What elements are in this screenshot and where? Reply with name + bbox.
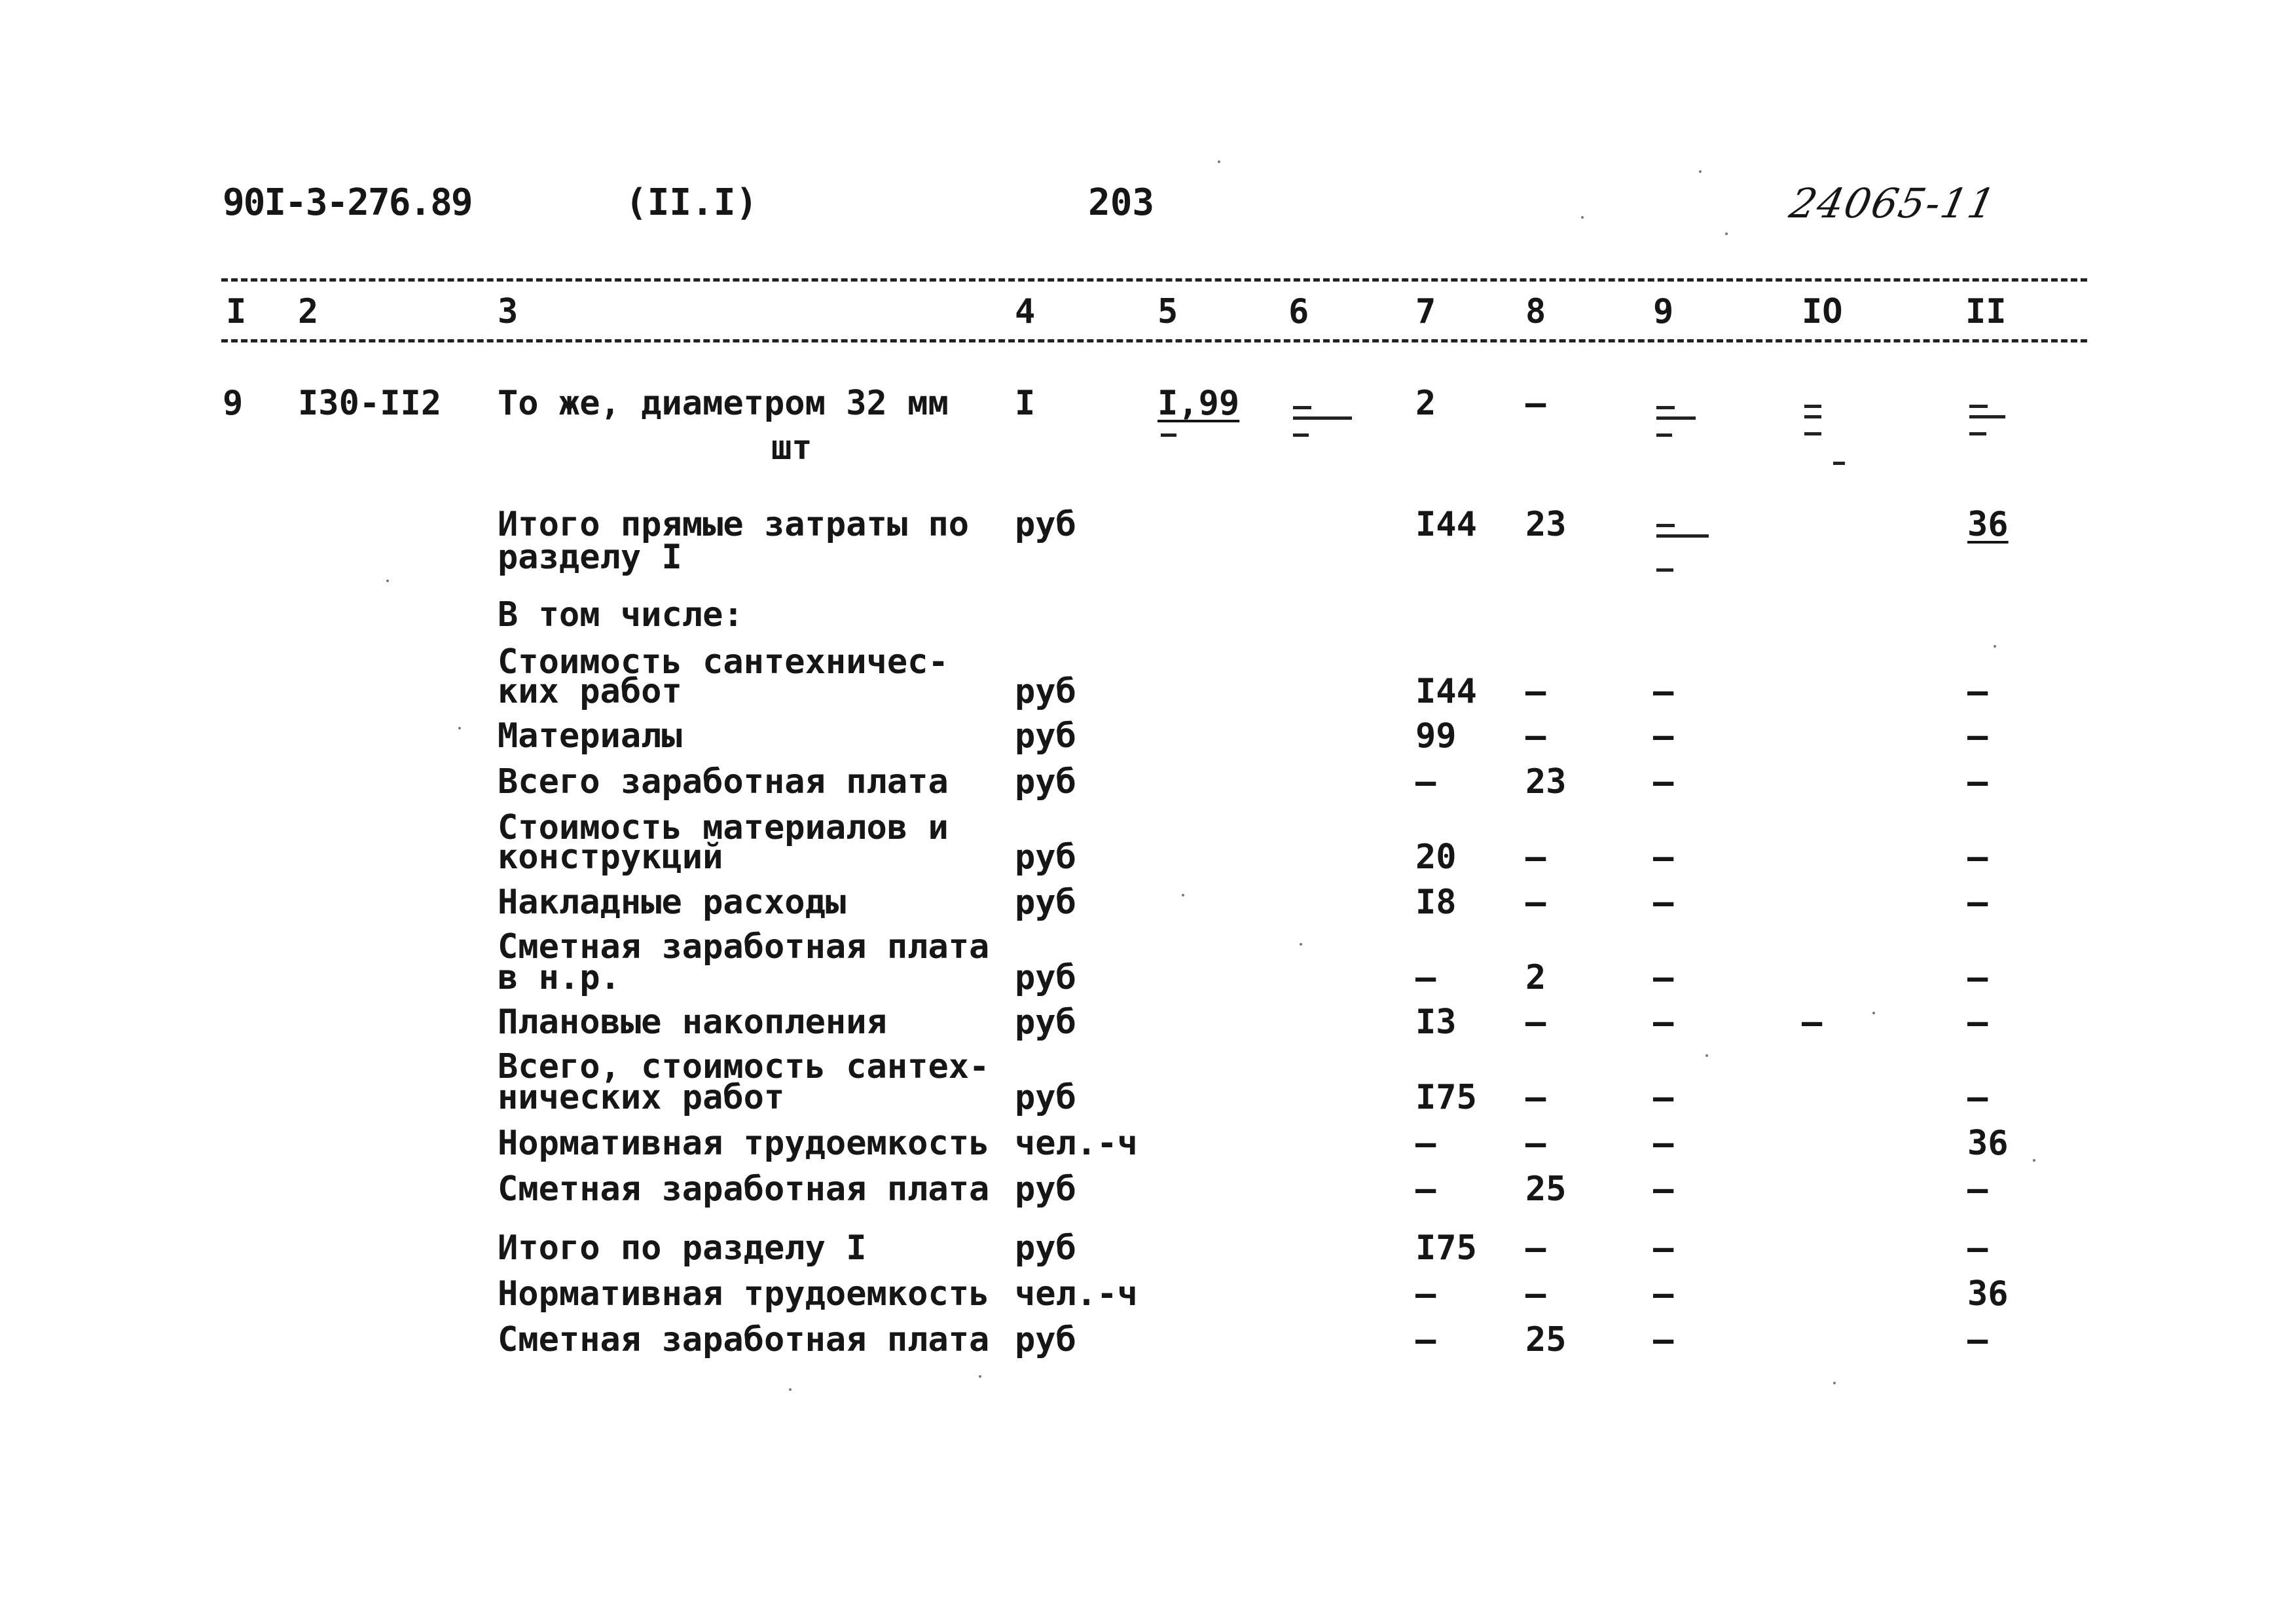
row-col8: 23 <box>1525 505 1567 544</box>
row-col9: – <box>1653 1274 1674 1314</box>
row-col7: – <box>1415 1170 1436 1209</box>
column-header-1: I <box>226 292 247 331</box>
row-col11: 36 <box>1967 1124 2009 1163</box>
dash-mark <box>1656 568 1673 572</box>
scan-speck <box>1705 1054 1708 1057</box>
document-code: 90I-3-276.89 <box>223 181 472 224</box>
row-col9: – <box>1653 762 1674 802</box>
row-col8: – <box>1525 838 1546 877</box>
scan-speck <box>386 580 389 582</box>
row-col7: – <box>1415 1274 1436 1314</box>
row-col9: – <box>1653 1228 1674 1268</box>
handwritten-number: 24065-11 <box>1785 179 2001 227</box>
row-col9: – <box>1653 1320 1674 1359</box>
row-col7: 20 <box>1415 838 1457 877</box>
row-col7: – <box>1415 1124 1436 1163</box>
column-header-3: 3 <box>498 292 519 331</box>
dash-mark <box>1656 406 1675 409</box>
row-col8: – <box>1525 1003 1546 1042</box>
table-header-bottom-rule <box>221 339 2087 342</box>
row-col8: 25 <box>1525 1170 1567 1209</box>
dash-mark <box>1804 405 1821 408</box>
scan-speck <box>1833 1382 1836 1384</box>
item-number: 9 <box>223 384 244 423</box>
row-label-line2: в н.р. <box>498 958 621 997</box>
row-col9: – <box>1653 958 1674 997</box>
row-col8: 23 <box>1525 762 1567 802</box>
row-col8: – <box>1525 1274 1546 1314</box>
row-unit: руб <box>1015 505 1076 544</box>
scan-speck <box>789 1388 792 1391</box>
dash-mark <box>1969 415 2005 418</box>
row-col7: – <box>1415 762 1436 802</box>
scan-speck <box>1300 943 1302 946</box>
row-col9: – <box>1653 838 1674 877</box>
row-label-line1: Сметная заработная плата <box>498 1320 990 1359</box>
scan-speck <box>1699 170 1702 173</box>
scan-speck <box>1994 645 1996 648</box>
row-col11: – <box>1967 1078 1988 1117</box>
row-unit: руб <box>1015 672 1076 711</box>
row-col11: – <box>1967 1170 1988 1209</box>
dash-mark <box>1804 415 1821 418</box>
row-col9: – <box>1653 672 1674 711</box>
row-col8: 2 <box>1525 958 1546 997</box>
dash-mark <box>1969 432 1986 435</box>
row-col11: – <box>1967 838 1988 877</box>
row-col11: 36 <box>1967 505 2009 544</box>
row-col7: I8 <box>1415 883 1457 922</box>
row-col7: I75 <box>1415 1228 1477 1268</box>
row-label-line1: Сметная заработная плата <box>498 1170 990 1209</box>
row-unit: руб <box>1015 1320 1076 1359</box>
dash-mark <box>1656 534 1709 538</box>
scan-speck <box>2033 1159 2035 1162</box>
row-label-line1: В том числе: <box>498 595 744 635</box>
row-unit: руб <box>1015 1228 1076 1268</box>
row-label-line1: Нормативная трудоемкость <box>498 1274 990 1314</box>
row-label-line2: разделу I <box>498 538 682 577</box>
row-unit: чел.-ч <box>1015 1124 1138 1163</box>
row-label-line2: ких работ <box>498 672 682 711</box>
row-col9: – <box>1653 1003 1674 1042</box>
scan-speck <box>1581 216 1584 219</box>
row-col7: I44 <box>1415 505 1477 544</box>
row-label-line1: Итого прямые затраты по <box>498 505 970 544</box>
row-label-line1: Стоимость сантехничес- <box>498 642 949 682</box>
column-header-8: 8 <box>1525 292 1546 331</box>
row-col11: – <box>1967 716 1988 756</box>
row-unit: руб <box>1015 762 1076 802</box>
column-header-4: 4 <box>1015 292 1036 331</box>
item-description: То же, диаметром 32 мм <box>498 384 949 423</box>
row-label-line2: нических работ <box>498 1078 785 1117</box>
row-label-line1: Сметная заработная плата <box>498 927 990 967</box>
scan-speck <box>1725 232 1728 235</box>
row-label-line1: Стоимость материалов и <box>498 808 949 847</box>
dash-mark <box>1293 406 1311 409</box>
dash-mark <box>1804 432 1821 435</box>
dash-mark <box>1293 416 1352 420</box>
row-col7: 99 <box>1415 716 1457 756</box>
scan-speck <box>458 727 461 729</box>
row-col8: 25 <box>1525 1320 1567 1359</box>
column-header-7: 7 <box>1415 292 1436 331</box>
column-header-10: IO <box>1802 292 1843 331</box>
column-header-11: II <box>1965 292 2007 331</box>
row-col11: – <box>1967 883 1988 922</box>
page-number: 203 <box>1088 181 1155 224</box>
row-col8: – <box>1525 1228 1546 1268</box>
row-label-line1: Нормативная трудоемкость <box>498 1124 990 1163</box>
column-header-5: 5 <box>1157 292 1178 331</box>
row-label-line1: Материалы <box>498 716 682 756</box>
item-col8: – <box>1525 384 1546 423</box>
row-col9: – <box>1653 716 1674 756</box>
scan-speck <box>1872 1012 1875 1014</box>
row-col8: – <box>1525 672 1546 711</box>
scan-speck <box>1218 160 1220 163</box>
row-col8: – <box>1525 716 1546 756</box>
row-col11: – <box>1967 1320 1988 1359</box>
item-code: I30-II2 <box>298 384 442 423</box>
scan-speck <box>979 1375 981 1378</box>
row-label-line1: Всего, стоимость сантех- <box>498 1047 990 1086</box>
item-col7: 2 <box>1415 384 1436 423</box>
row-label-line1: Накладные расходы <box>498 883 847 922</box>
item-unit: шт <box>771 428 812 468</box>
row-unit: руб <box>1015 1078 1076 1117</box>
dash-mark <box>1969 405 1988 408</box>
row-col7: – <box>1415 1320 1436 1359</box>
column-header-2: 2 <box>298 292 319 331</box>
scan-speck <box>1182 894 1184 896</box>
row-col7: I3 <box>1415 1003 1457 1042</box>
row-unit: чел.-ч <box>1015 1274 1138 1314</box>
item-quantity: I <box>1015 384 1036 423</box>
row-col7: I44 <box>1415 672 1477 711</box>
row-col11: – <box>1967 1228 1988 1268</box>
row-col9: – <box>1653 1124 1674 1163</box>
row-col11: – <box>1967 958 1988 997</box>
row-col8: – <box>1525 1078 1546 1117</box>
row-col8: – <box>1525 1124 1546 1163</box>
row-label-line1: Плановые накопления <box>498 1003 887 1042</box>
dash-mark <box>1656 416 1696 420</box>
dash-mark <box>1293 434 1309 437</box>
row-col10: – <box>1802 1003 1823 1042</box>
row-col11: 36 <box>1967 1274 2009 1314</box>
row-col7: – <box>1415 958 1436 997</box>
row-unit: руб <box>1015 1003 1076 1042</box>
row-col9: – <box>1653 1078 1674 1117</box>
column-header-9: 9 <box>1653 292 1674 331</box>
row-col11: – <box>1967 672 1988 711</box>
dash-mark <box>1161 434 1176 437</box>
section-code: (II.I) <box>625 181 758 224</box>
row-label-line2: конструкций <box>498 838 723 877</box>
row-col11: – <box>1967 1003 1988 1042</box>
row-col9: – <box>1653 883 1674 922</box>
row-unit: руб <box>1015 716 1076 756</box>
row-col8: – <box>1525 883 1546 922</box>
row-unit: руб <box>1015 838 1076 877</box>
row-unit: руб <box>1015 1170 1076 1209</box>
row-unit: руб <box>1015 883 1076 922</box>
column-header-6: 6 <box>1288 292 1309 331</box>
row-label-line1: Всего заработная плата <box>498 762 949 802</box>
item-unit-price: I,99 <box>1157 384 1240 423</box>
table-header-top-rule <box>221 278 2087 282</box>
row-col7: I75 <box>1415 1078 1477 1117</box>
row-col11: – <box>1967 762 1988 802</box>
row-unit: руб <box>1015 958 1076 997</box>
dash-mark <box>1833 462 1845 465</box>
dash-mark <box>1656 434 1672 437</box>
row-col9: – <box>1653 1170 1674 1209</box>
row-label-line1: Итого по разделу I <box>498 1228 867 1268</box>
